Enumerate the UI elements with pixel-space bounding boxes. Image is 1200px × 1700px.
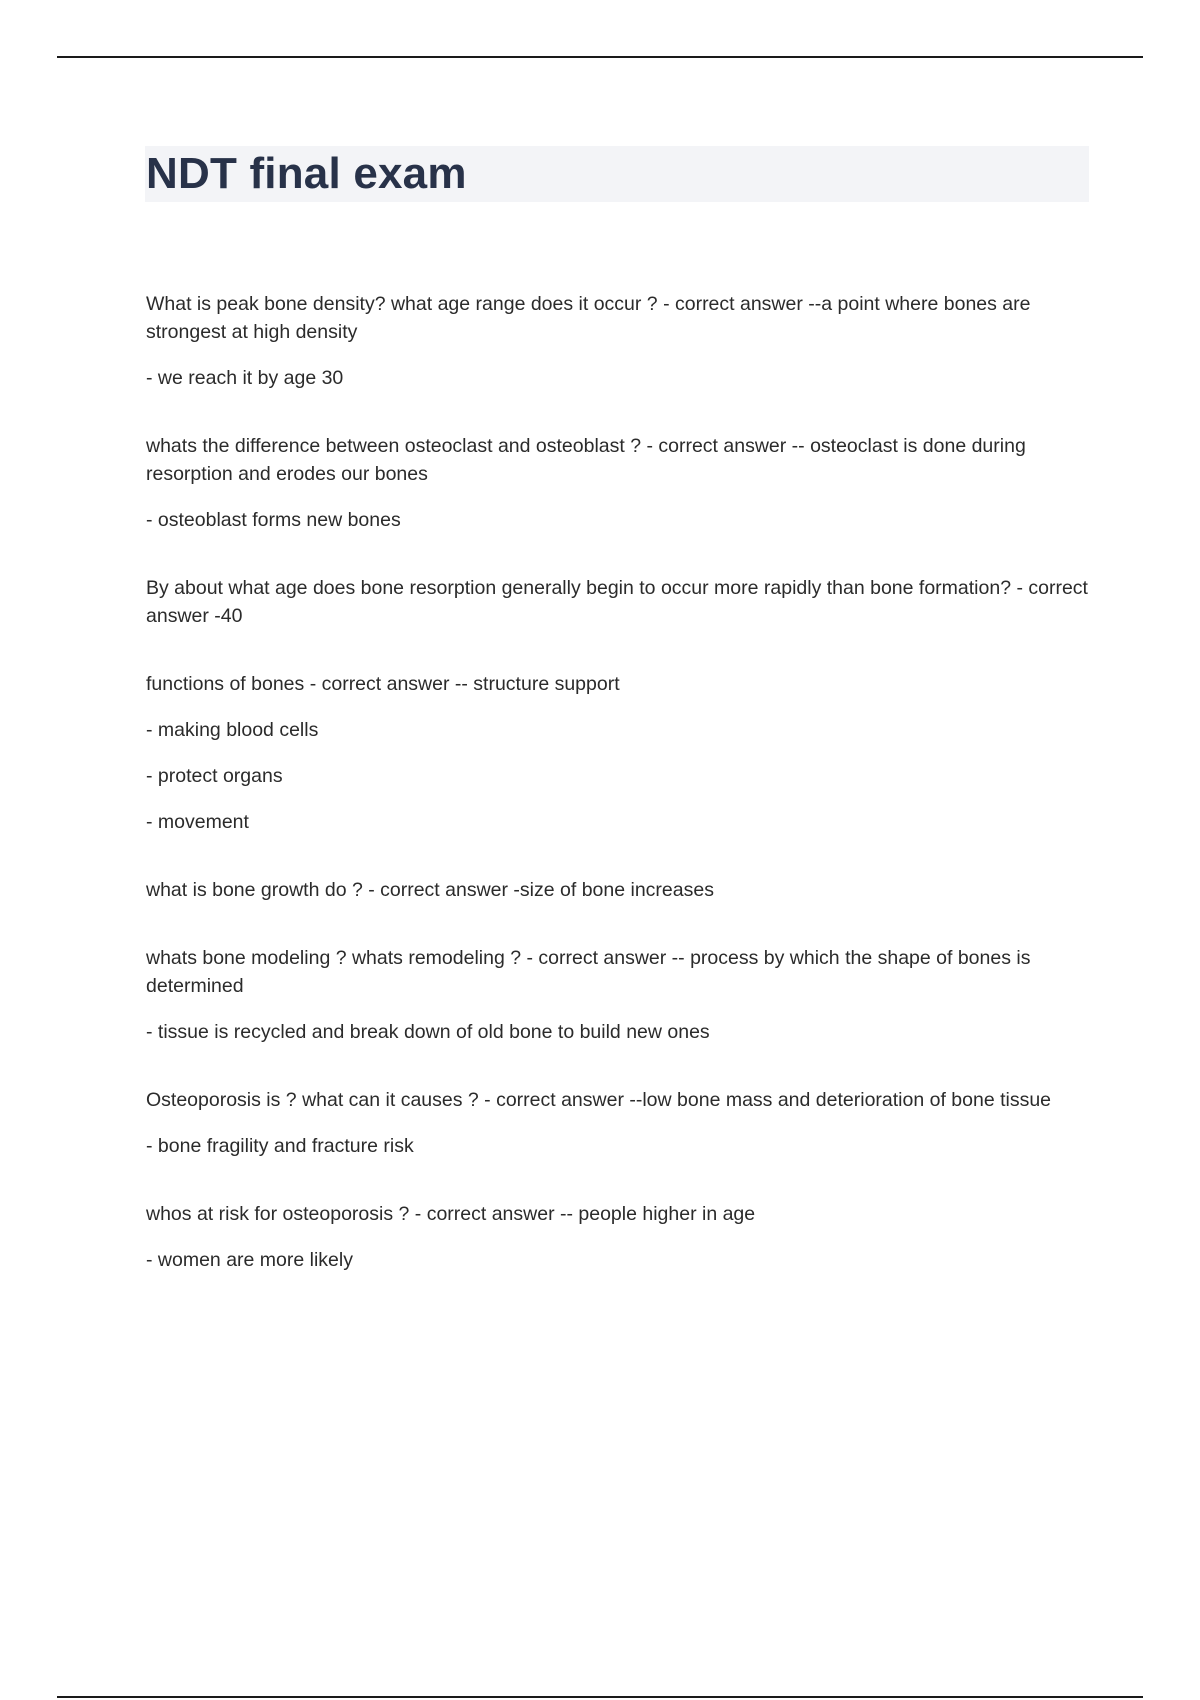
qa-item bbox=[146, 290, 1090, 392]
qa-item bbox=[146, 876, 1090, 904]
qa-question-answer: whats bone modeling ? whats remodeling ? - correct answer -- process by which the shape of bones is determined bbox=[146, 947, 1031, 997]
qa-item bbox=[146, 432, 1090, 534]
qa-item bbox=[146, 670, 1090, 836]
qa-item bbox=[146, 1200, 1090, 1274]
qa-question-answer: functions of bones - correct answer -- structure support bbox=[146, 673, 620, 695]
qa-item bbox=[146, 1086, 1090, 1160]
qa-item bbox=[146, 574, 1090, 630]
qa-answer-line: - movement bbox=[146, 811, 249, 833]
qa-item bbox=[146, 944, 1090, 1046]
qa-answer-line: - tissue is recycled and break down of old bone to build new ones bbox=[146, 1021, 710, 1043]
top-divider bbox=[57, 56, 1143, 58]
qa-question-answer: Osteoporosis is ? what can it causes ? - correct answer --low bone mass and deterioration of bone tissue bbox=[146, 1089, 1052, 1111]
qa-question-answer: whos at risk for osteoporosis ? - correct answer -- people higher in age bbox=[146, 1203, 756, 1225]
bottom-divider bbox=[57, 1696, 1143, 1698]
qa-answer-line: - osteoblast forms new bones bbox=[146, 509, 401, 531]
qa-question-answer: What is peak bone density? what age range does it occur ? - correct answer --a point where bones are strongest at high density bbox=[146, 293, 1031, 343]
qa-answer-line: - protect organs bbox=[146, 765, 283, 787]
qa-answer-line: - making blood cells bbox=[146, 719, 319, 741]
qa-question-answer: By about what age does bone resorption generally begin to occur more rapidly than bone formation? - correct answer -40 bbox=[146, 577, 1088, 627]
page-title: NDT final exam bbox=[146, 149, 467, 198]
qa-question-answer: what is bone growth do ? - correct answer -size of bone increases bbox=[146, 879, 714, 901]
qa-answer-line: - we reach it by age 30 bbox=[146, 367, 344, 389]
qa-question-answer: whats the difference between osteoclast and osteoblast ? - correct answer -- osteoclast is done during resorption and erodes our bones bbox=[146, 435, 1026, 485]
qa-answer-line: - bone fragility and fracture risk bbox=[146, 1135, 414, 1157]
qa-answer-line: - women are more likely bbox=[146, 1249, 353, 1271]
qa-list bbox=[146, 290, 1090, 1314]
